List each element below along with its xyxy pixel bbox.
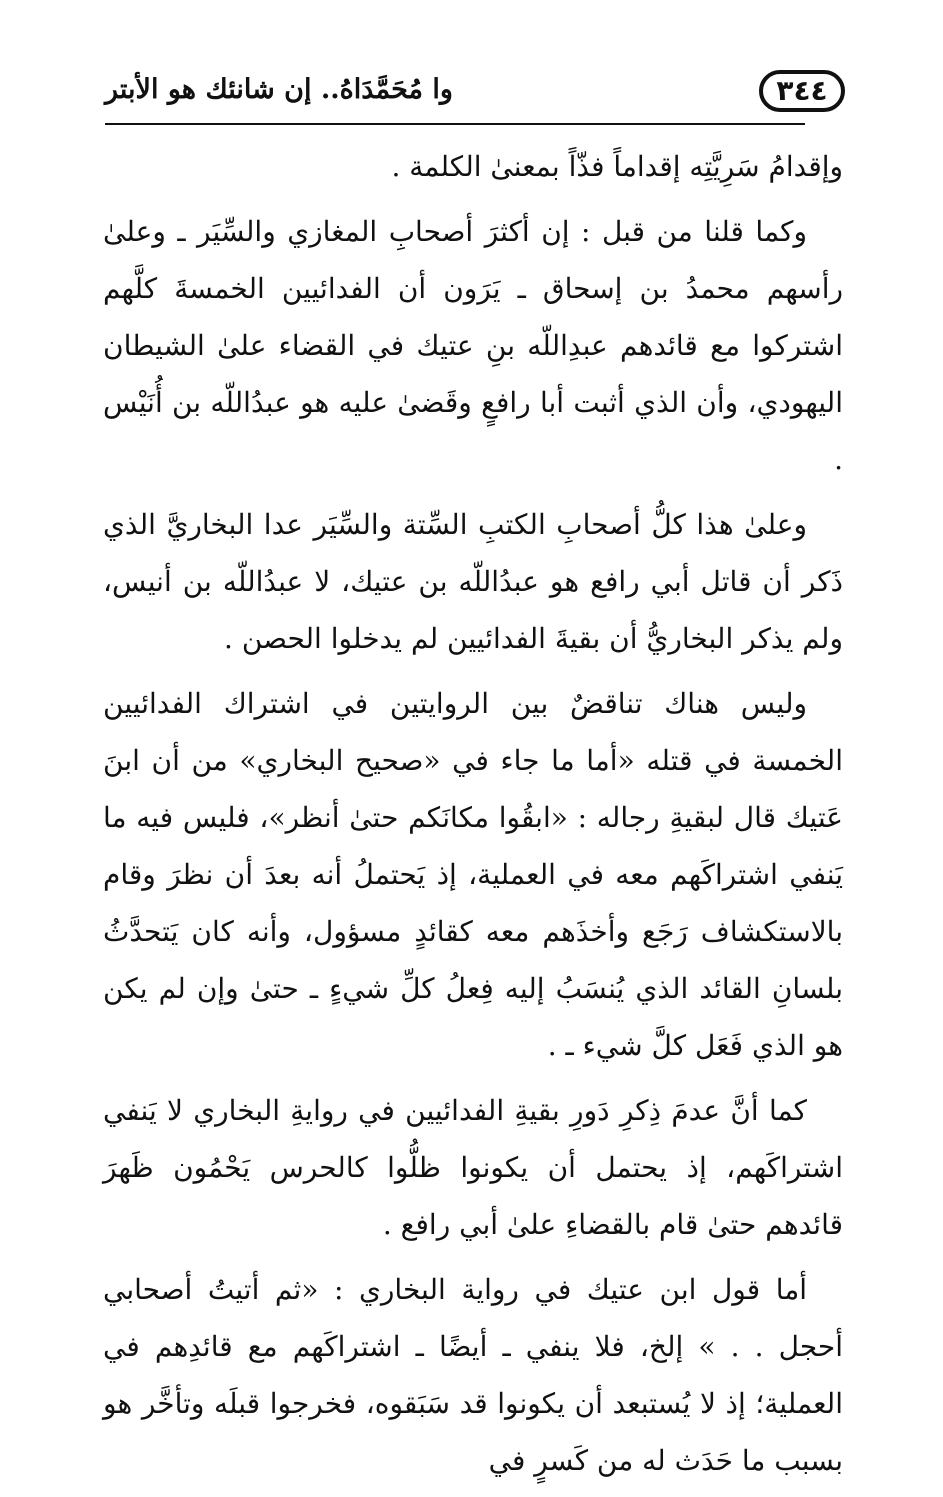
running-title: وا مُحَمَّدَاهُ.. إن شانئك هو الأبتر	[105, 74, 453, 105]
header-divider	[105, 123, 805, 125]
paragraph: كما أنَّ عدمَ ذِكرِ دَورِ بقيةِ الفدائيين في روايةِ البخاري لا يَنفي اشتراكَهم، إذ يحتمل أن يكونوا ظلُّوا كالحرس يَحْمُون ظَهرَ قائدهم حتىٰ قام بالقضاءِ علىٰ أبي رافع .	[103, 1094, 843, 1241]
paragraph: وإقدامُ سَرِيَّتِه إقداماً فذّاً بمعنىٰ الكلمة .	[391, 150, 843, 183]
paragraph: وعلىٰ هذا كلُّ أصحابِ الكتبِ السِّتة والسِّيَر عدا البخاريَّ الذي ذَكر أن قاتل أبي رافع هو عبدُاللّه بن عتيك، لا عبدُاللّه بن أنيس، ولم يذكر البخاريُّ أن بقيةَ الفدائيين لم يدخلوا الحصن .	[103, 508, 843, 655]
page-header	[105, 70, 845, 120]
paragraph: أما قول ابن عتيك في رواية البخاري : «ثم أتيتُ أصحابي أحجل . . » إلخ، فلا ينفي ـ أيضًا ـ اشتراكَهم مع قائدِهم في العملية؛ إذ لا يُستبعد أن يكونوا قد سَبَقوه، فخرجوا قبلَه وتأخَّر هو بسبب ما حَدَث له من كَسرٍ في	[103, 1273, 843, 1477]
paragraph: وليس هناك تناقضٌ بين الروايتين في اشتراك الفدائيين الخمسة في قتله «أما ما جاء في «صحيح البخاري» من أن ابنَ عَتيك قال لبقيةِ رجاله : «ابقُوا مكانَكم حتىٰ أنظر»، فليس فيه ما يَنفي اشتراكَهم معه في العملية، إذ يَحتملُ أنه بعدَ أن نظرَ وقام بالاستكشاف رَجَع وأخذَهم معه كقائدٍ مسؤول، وأنه كان يَتحدَّثُ بلسانِ القائد الذي يُنسَبُ إليه فِعلُ كلِّ شيءٍ ـ حتىٰ وإن لم يكن هو الذي فَعَل كلَّ شيء ـ .	[103, 687, 843, 1062]
page-number: ٣٤٤	[759, 70, 845, 112]
paragraph: وكما قلنا من قبل : إن أكثرَ أصحابِ المغازي والسِّيَر ـ وعلىٰ رأسهم محمدُ بن إسحاق ـ يَرَون أن الفدائيين الخمسةَ كلَّهم اشتركوا مع قائدهم عبدِاللّه بنِ عتيك في القضاء علىٰ الشيطان اليهودي، وأن الذي أثبت أبا رافعٍ وقَضىٰ عليه هو عبدُاللّه بن أُنَيْس .	[103, 215, 843, 476]
body-text	[103, 138, 843, 1497]
